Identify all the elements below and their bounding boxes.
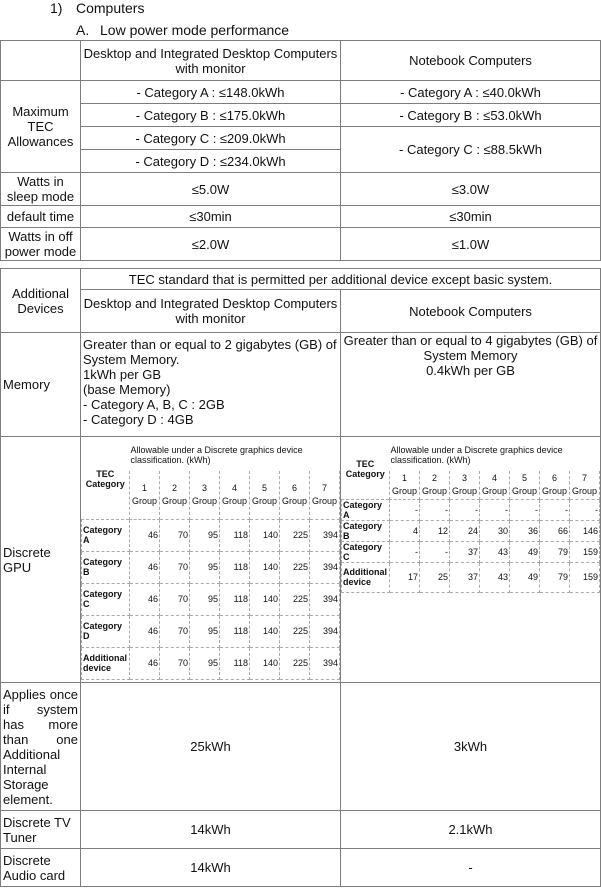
tec-label: Maximum TEC Allowances bbox=[1, 81, 81, 173]
gpu-row-category: Category B bbox=[342, 520, 390, 541]
gpu-value-cell: - bbox=[570, 499, 600, 520]
memory-desk-line: Greater than or equal to 2 gigabytes (GB) of System Memory. bbox=[83, 337, 337, 367]
group-number: 4 bbox=[231, 482, 237, 493]
group-number: 3 bbox=[461, 472, 467, 483]
group-number: 4 bbox=[491, 472, 497, 483]
gpu-value-cell: - bbox=[450, 499, 480, 520]
gpu-value-cell: 95 bbox=[190, 519, 220, 551]
gpu-value-cell: - bbox=[390, 499, 420, 520]
group-number: 2 bbox=[431, 472, 437, 483]
gpu-value-cell: 70 bbox=[160, 583, 190, 615]
gpu-value-cell: 118 bbox=[220, 551, 250, 583]
col-header-notebook: Notebook Computers bbox=[341, 41, 601, 81]
gpu-value-cell: 95 bbox=[190, 551, 220, 583]
col-header-desktop: Desktop and Integrated Desktop Computers with monitor bbox=[81, 41, 341, 81]
gpu-value-cell: 118 bbox=[220, 615, 250, 647]
subsection-letter: A. bbox=[76, 22, 90, 38]
group-word: Group bbox=[161, 495, 187, 506]
gpu-value-cell: 118 bbox=[220, 647, 250, 679]
gpu-desk-table bbox=[81, 439, 340, 680]
memory-label: Memory bbox=[1, 333, 81, 437]
group-word: Group bbox=[571, 485, 597, 496]
gpu-value-cell: 225 bbox=[280, 647, 310, 679]
gpu-table-row bbox=[82, 519, 340, 551]
group-number: 3 bbox=[201, 482, 207, 493]
col-header-notebook-2: Notebook Computers bbox=[341, 290, 601, 333]
gpu-table-row bbox=[342, 520, 600, 541]
off-mode-note: ≤1.0W bbox=[341, 228, 601, 261]
storage-note: 3kWh bbox=[341, 683, 601, 811]
group-number: 1 bbox=[141, 482, 147, 493]
group-number: 7 bbox=[321, 482, 327, 493]
gpu-row-category: Category C bbox=[82, 583, 130, 615]
group-word: Group bbox=[511, 485, 537, 496]
group-number: 6 bbox=[291, 482, 297, 493]
tec-category-label: TEC Category bbox=[85, 468, 125, 489]
gpu-value-cell: 95 bbox=[190, 647, 220, 679]
gpu-value-cell: 394 bbox=[310, 551, 340, 583]
gpu-value-cell: 140 bbox=[250, 551, 280, 583]
audio-card-desk: 14kWh bbox=[81, 849, 341, 887]
gpu-row-category: Additional device bbox=[342, 562, 390, 592]
gpu-table-row bbox=[82, 583, 340, 615]
desk-tec-a: - Category A : ≤148.0kWh bbox=[81, 81, 341, 104]
default-time-note: ≤30min bbox=[341, 206, 601, 228]
group-number: 1 bbox=[401, 472, 407, 483]
memory-note-line: Greater than or equal to 4 gigabytes (GB) of System Memory bbox=[343, 333, 598, 363]
gpu-note-table bbox=[341, 439, 600, 593]
gpu-table-row bbox=[342, 541, 600, 562]
gpu-desk-allow-caption: Allowable under a Discrete graphics device classification. (kWh) bbox=[130, 445, 303, 465]
audio-card-note: - bbox=[341, 849, 601, 887]
gpu-table-row bbox=[82, 647, 340, 679]
gpu-value-cell: 46 bbox=[130, 615, 160, 647]
gpu-row-category: Additional device bbox=[82, 647, 130, 679]
group-header bbox=[390, 471, 420, 499]
gpu-note-allow-caption: Allowable under a Discrete graphics device classification. (kWh) bbox=[390, 445, 563, 465]
gpu-table-row bbox=[342, 562, 600, 592]
tec-category-label: TEC Category bbox=[345, 458, 385, 479]
default-time-label: default time bbox=[1, 206, 81, 228]
group-number: 2 bbox=[171, 482, 177, 493]
gpu-value-cell: 46 bbox=[130, 519, 160, 551]
gpu-value-cell: 46 bbox=[130, 583, 160, 615]
gpu-value-cell: 70 bbox=[160, 615, 190, 647]
gpu-value-cell: 95 bbox=[190, 583, 220, 615]
group-header bbox=[160, 471, 190, 519]
memory-desk-line: - Category A, B, C : 2GB bbox=[83, 397, 225, 412]
gpu-row-category: Category D bbox=[82, 615, 130, 647]
gpu-value-cell: 140 bbox=[250, 583, 280, 615]
gpu-value-cell: 37 bbox=[450, 562, 480, 592]
desk-tec-c: - Category C : ≤209.0kWh bbox=[81, 127, 341, 150]
gpu-value-cell: 394 bbox=[310, 615, 340, 647]
gpu-value-cell: 140 bbox=[250, 615, 280, 647]
memory-note-line: 0.4kWh per GB bbox=[426, 363, 515, 378]
gpu-value-cell: 70 bbox=[160, 647, 190, 679]
group-header bbox=[250, 471, 280, 519]
group-number: 5 bbox=[521, 472, 527, 483]
desk-tec-d: - Category D : ≤234.0kWh bbox=[81, 150, 341, 173]
subsection-title: Low power mode performance bbox=[100, 22, 290, 38]
group-word: Group bbox=[311, 495, 337, 506]
group-word: Group bbox=[281, 495, 307, 506]
gpu-value-cell: 49 bbox=[510, 562, 540, 592]
off-mode-label: Watts in off power mode bbox=[1, 228, 81, 261]
gpu-value-cell: 36 bbox=[510, 520, 540, 541]
desk-tec-b: - Category B : ≤175.0kWh bbox=[81, 104, 341, 127]
group-header bbox=[280, 471, 310, 519]
storage-desk: 25kWh bbox=[81, 683, 341, 811]
gpu-value-cell: 159 bbox=[570, 541, 600, 562]
gpu-value-cell: 30 bbox=[480, 520, 510, 541]
group-word: Group bbox=[251, 495, 277, 506]
gpu-value-cell: 140 bbox=[250, 519, 280, 551]
memory-desk-line: - Category D : 4GB bbox=[83, 412, 194, 427]
gpu-value-cell: 394 bbox=[310, 519, 340, 551]
group-word: Group bbox=[451, 485, 477, 496]
tv-tuner-note: 2.1kWh bbox=[341, 811, 601, 849]
group-number: 7 bbox=[581, 472, 587, 483]
group-header bbox=[220, 471, 250, 519]
gpu-value-cell: - bbox=[510, 499, 540, 520]
gpu-label: Discrete GPU bbox=[1, 437, 81, 683]
additional-devices-label: Additional Devices bbox=[1, 269, 81, 333]
gpu-value-cell: 46 bbox=[130, 551, 160, 583]
gpu-value-cell: 225 bbox=[280, 551, 310, 583]
gpu-value-cell: 225 bbox=[280, 583, 310, 615]
gpu-value-cell: 70 bbox=[160, 551, 190, 583]
gpu-value-cell: - bbox=[420, 499, 450, 520]
default-time-desk: ≤30min bbox=[81, 206, 341, 228]
gpu-value-cell: 95 bbox=[190, 615, 220, 647]
gpu-value-cell: 17 bbox=[390, 562, 420, 592]
memory-desk bbox=[81, 333, 341, 437]
group-word: Group bbox=[421, 485, 447, 496]
group-header bbox=[450, 471, 480, 499]
group-word: Group bbox=[391, 485, 417, 496]
gpu-value-cell: 46 bbox=[130, 647, 160, 679]
gpu-value-cell: - bbox=[480, 499, 510, 520]
gpu-table-row bbox=[82, 551, 340, 583]
gpu-value-cell: 25 bbox=[420, 562, 450, 592]
tv-tuner-label: Discrete TV Tuner bbox=[1, 811, 81, 849]
gpu-row-category: Category A bbox=[82, 519, 130, 551]
gpu-value-cell: 70 bbox=[160, 519, 190, 551]
gpu-note-cell bbox=[341, 437, 601, 683]
gpu-table-row bbox=[342, 499, 600, 520]
gpu-value-cell: - bbox=[390, 541, 420, 562]
note-tec-c: - Category C : ≤88.5kWh bbox=[341, 127, 601, 173]
gpu-value-cell: - bbox=[540, 499, 570, 520]
gpu-value-cell: - bbox=[420, 541, 450, 562]
gpu-desk-tec-category bbox=[82, 439, 130, 519]
gpu-value-cell: 49 bbox=[510, 541, 540, 562]
gpu-row-category: Category C bbox=[342, 541, 390, 562]
gpu-value-cell: 225 bbox=[280, 519, 310, 551]
low-power-table bbox=[0, 40, 601, 261]
col-header-desktop-2: Desktop and Integrated Desktop Computers with monitor bbox=[81, 290, 341, 333]
gpu-row-category: Category B bbox=[82, 551, 130, 583]
gpu-note-tec-category bbox=[342, 439, 390, 499]
gpu-value-cell: 225 bbox=[280, 615, 310, 647]
group-number: 5 bbox=[261, 482, 267, 493]
gpu-value-cell: 12 bbox=[420, 520, 450, 541]
group-word: Group bbox=[221, 495, 247, 506]
storage-label: Applies once if system has more than one Additional Internal Storage element. bbox=[1, 683, 81, 811]
note-tec-a: - Category A : ≤40.0kWh bbox=[341, 81, 601, 104]
gpu-value-cell: 140 bbox=[250, 647, 280, 679]
group-header bbox=[540, 471, 570, 499]
gpu-table-row bbox=[82, 615, 340, 647]
gpu-value-cell: 146 bbox=[570, 520, 600, 541]
gpu-value-cell: 79 bbox=[540, 541, 570, 562]
gpu-value-cell: 159 bbox=[570, 562, 600, 592]
group-word: Group bbox=[131, 495, 157, 506]
section-title: Computers bbox=[76, 0, 145, 16]
memory-desk-line: (base Memory) bbox=[83, 382, 171, 397]
group-header bbox=[570, 471, 600, 499]
gpu-value-cell: 37 bbox=[450, 541, 480, 562]
group-header bbox=[190, 471, 220, 519]
off-mode-desk: ≤2.0W bbox=[81, 228, 341, 261]
gpu-value-cell: 24 bbox=[450, 520, 480, 541]
group-number: 6 bbox=[551, 472, 557, 483]
gpu-value-cell: 118 bbox=[220, 583, 250, 615]
group-header bbox=[510, 471, 540, 499]
additional-devices-table bbox=[0, 268, 601, 887]
sleep-desk: ≤5.0W bbox=[81, 173, 341, 206]
group-header bbox=[130, 471, 160, 519]
group-header bbox=[420, 471, 450, 499]
gpu-desk-cell bbox=[81, 437, 341, 683]
note-tec-b: - Category B : ≤53.0kWh bbox=[341, 104, 601, 127]
corner-cell bbox=[1, 41, 81, 81]
group-word: Group bbox=[541, 485, 567, 496]
gpu-value-cell: 118 bbox=[220, 519, 250, 551]
gpu-value-cell: 43 bbox=[480, 562, 510, 592]
group-header bbox=[310, 471, 340, 519]
memory-note bbox=[341, 333, 601, 437]
tec-span-header: TEC standard that is permitted per additional device except basic system. bbox=[81, 269, 601, 290]
sleep-note: ≤3.0W bbox=[341, 173, 601, 206]
tv-tuner-desk: 14kWh bbox=[81, 811, 341, 849]
group-word: Group bbox=[481, 485, 507, 496]
gpu-value-cell: 79 bbox=[540, 562, 570, 592]
section-number: 1) bbox=[50, 0, 63, 16]
sleep-label: Watts in sleep mode bbox=[1, 173, 81, 206]
gpu-value-cell: 43 bbox=[480, 541, 510, 562]
gpu-value-cell: 66 bbox=[540, 520, 570, 541]
gpu-value-cell: 4 bbox=[390, 520, 420, 541]
group-header bbox=[480, 471, 510, 499]
group-word: Group bbox=[191, 495, 217, 506]
audio-card-label: Discrete Audio card bbox=[1, 849, 81, 887]
gpu-value-cell: 394 bbox=[310, 583, 340, 615]
gpu-row-category: Category A bbox=[342, 499, 390, 520]
memory-desk-line: 1kWh per GB bbox=[83, 367, 162, 382]
gpu-value-cell: 394 bbox=[310, 647, 340, 679]
